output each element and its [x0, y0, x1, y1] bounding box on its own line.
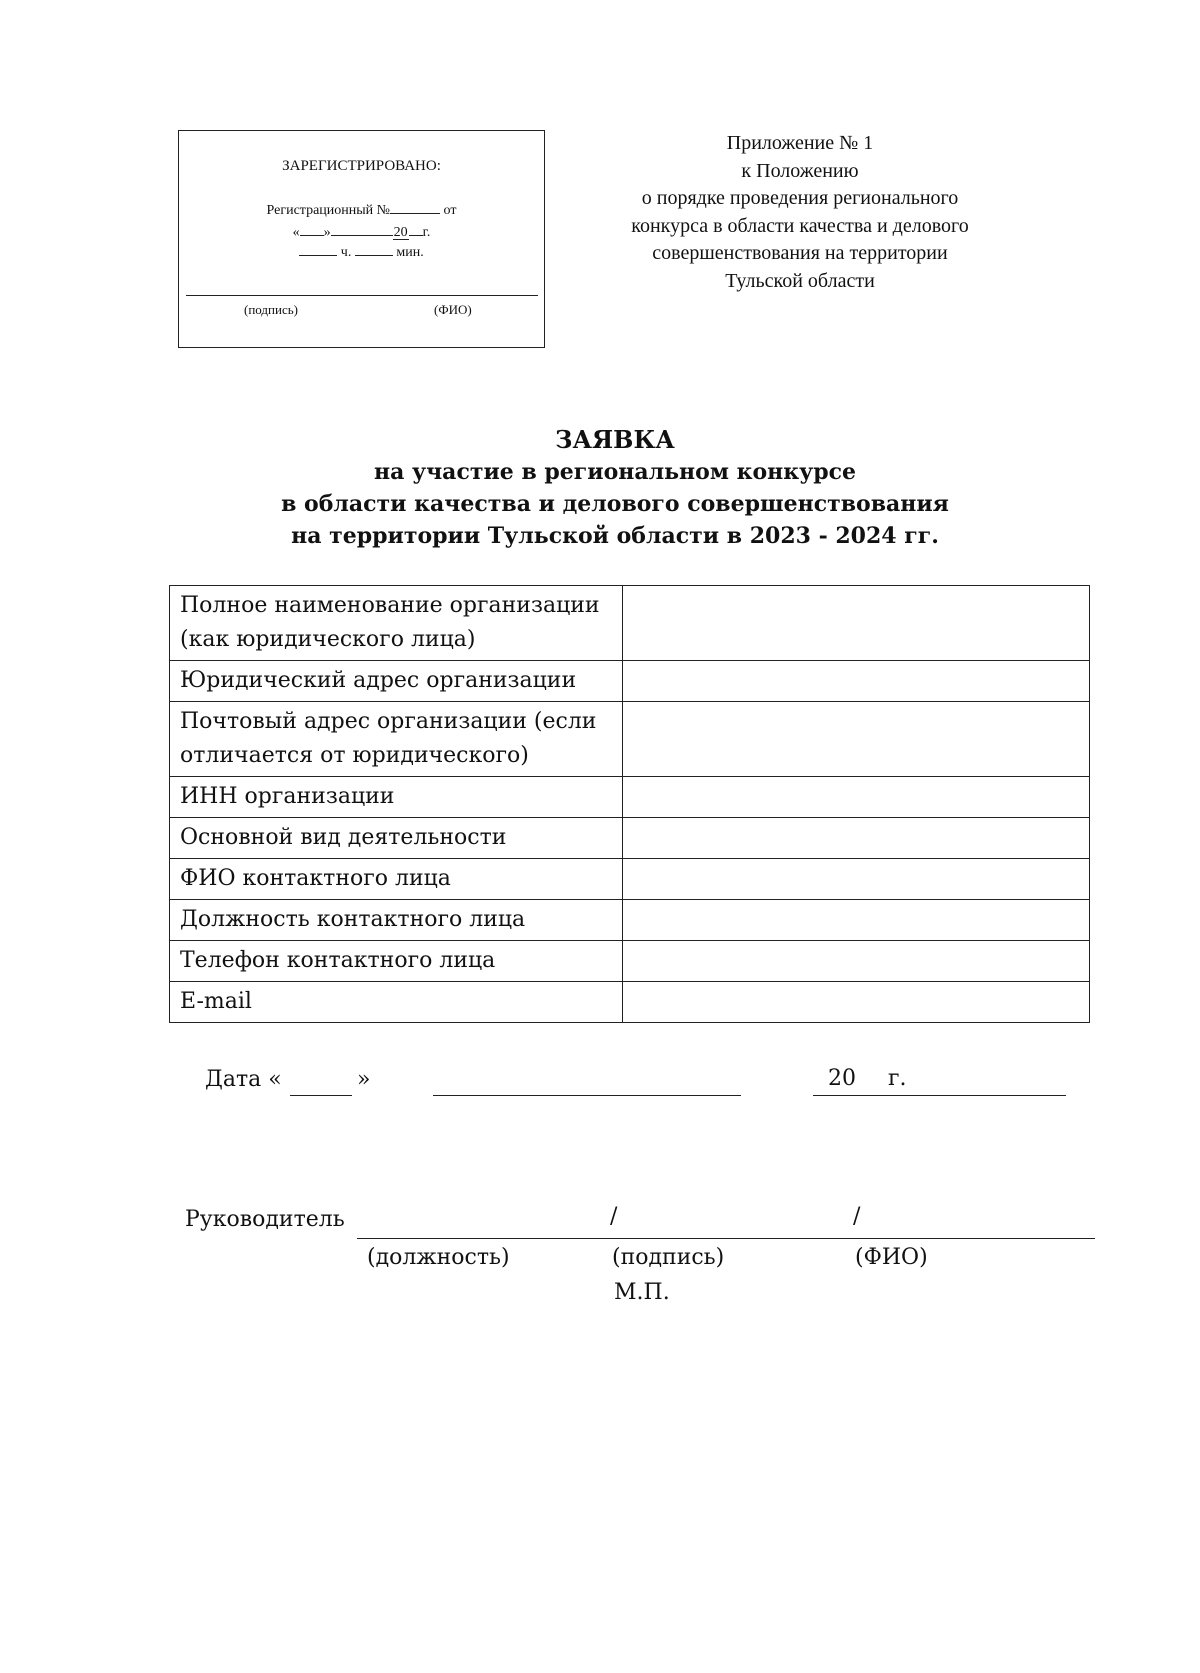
stamp-title: ЗАРЕГИСТРИРОВАНО:	[282, 158, 441, 174]
appendix-line: конкурса в области качества и делового	[631, 214, 969, 237]
table-row	[170, 702, 1090, 777]
field-value-contact-position[interactable]	[622, 900, 1089, 941]
field-label-contact-name: ФИО контактного лица	[170, 859, 623, 900]
head-label: Руководитель	[185, 1207, 345, 1232]
date-year-prefix: 20	[828, 1066, 856, 1091]
stamp-date-open-quote: «	[292, 225, 300, 240]
field-label-legal-address: Юридический адрес организации	[170, 661, 623, 702]
appendix-header	[630, 130, 970, 295]
field-label-email: E-mail	[170, 982, 623, 1023]
title-line-2: на участие в региональном конкурсе	[373, 459, 856, 485]
date-year-suffix: г.	[888, 1066, 907, 1091]
appendix-line: Приложение № 1	[726, 132, 874, 154]
field-label-contact-position: Должность контактного лица	[170, 900, 623, 941]
table-row	[170, 982, 1090, 1023]
stamp-year-blank[interactable]	[409, 221, 423, 236]
table-row	[170, 777, 1090, 818]
stamp-year-suffix: г.	[422, 225, 431, 240]
stamp-reg-label: Регистрационный №	[266, 203, 391, 218]
field-value-postal-address[interactable]	[622, 702, 1089, 777]
table-row	[170, 941, 1090, 982]
stamp-year-prefix: 20	[393, 225, 408, 240]
appendix-line: совершенствования на территории	[652, 242, 948, 264]
appendix-line: к Положению	[741, 159, 859, 182]
field-label-inn: ИНН организации	[170, 777, 623, 818]
seal-place: М.П.	[614, 1280, 670, 1305]
stamp-signature-line	[186, 295, 538, 296]
stamp-date-line	[179, 221, 544, 241]
position-caption: (должность)	[367, 1245, 510, 1270]
field-value-legal-address[interactable]	[622, 661, 1089, 702]
field-label-full-name: Полное наименование организации (как юридического лица)	[170, 586, 623, 661]
date-year-blank[interactable]	[813, 1095, 1066, 1096]
table-row	[170, 818, 1090, 859]
table-row	[170, 586, 1090, 661]
date-close-quote: »	[357, 1067, 371, 1092]
stamp-month-blank[interactable]	[331, 221, 393, 236]
head-signature-line[interactable]	[357, 1238, 1095, 1239]
appendix-line: о порядке проведения регионального	[641, 187, 959, 209]
stamp-hours-blank[interactable]	[299, 241, 337, 256]
stamp-minutes-blank[interactable]	[355, 241, 393, 256]
field-value-email[interactable]	[622, 982, 1089, 1023]
stamp-signature-caption: (подпись)	[244, 302, 298, 317]
field-value-contact-phone[interactable]	[622, 941, 1089, 982]
registration-stamp	[178, 130, 545, 348]
stamp-reg-number-line	[179, 199, 544, 219]
field-value-full-name[interactable]	[622, 586, 1089, 661]
field-value-inn[interactable]	[622, 777, 1089, 818]
stamp-reg-from: от	[443, 203, 457, 218]
stamp-fio-caption: (ФИО)	[434, 302, 472, 317]
fio-caption: (ФИО)	[855, 1245, 928, 1270]
stamp-reg-number-blank[interactable]	[390, 199, 440, 214]
date-label: Дата «	[205, 1067, 282, 1092]
head-slash-2: /	[853, 1204, 861, 1229]
stamp-time-line	[179, 241, 544, 261]
title-line-1: ЗАЯВКА	[555, 425, 675, 454]
field-label-contact-phone: Телефон контактного лица	[170, 941, 623, 982]
field-label-activity: Основной вид деятельности	[170, 818, 623, 859]
stamp-day-blank[interactable]	[300, 221, 324, 236]
head-slash-1: /	[610, 1204, 618, 1229]
stamp-hours-label: ч.	[340, 245, 352, 260]
date-month-blank[interactable]	[433, 1095, 741, 1096]
stamp-minutes-label: мин.	[396, 245, 424, 260]
signature-caption: (подпись)	[612, 1245, 725, 1270]
date-day-blank[interactable]	[290, 1095, 352, 1096]
application-form-table	[169, 585, 1090, 1023]
field-label-postal-address: Почтовый адрес организации (если отличается от юридического)	[170, 702, 623, 777]
table-row	[170, 900, 1090, 941]
title-line-3: в области качества и делового совершенствования	[281, 491, 949, 517]
application-title	[190, 424, 1040, 552]
table-row	[170, 859, 1090, 900]
field-value-contact-name[interactable]	[622, 859, 1089, 900]
table-row	[170, 661, 1090, 702]
title-line-4: на территории Тульской области в 2023 - 2024 гг.	[291, 523, 939, 549]
stamp-date-close-quote: »	[323, 225, 331, 240]
field-value-activity[interactable]	[622, 818, 1089, 859]
appendix-line: Тульской области	[725, 269, 875, 292]
